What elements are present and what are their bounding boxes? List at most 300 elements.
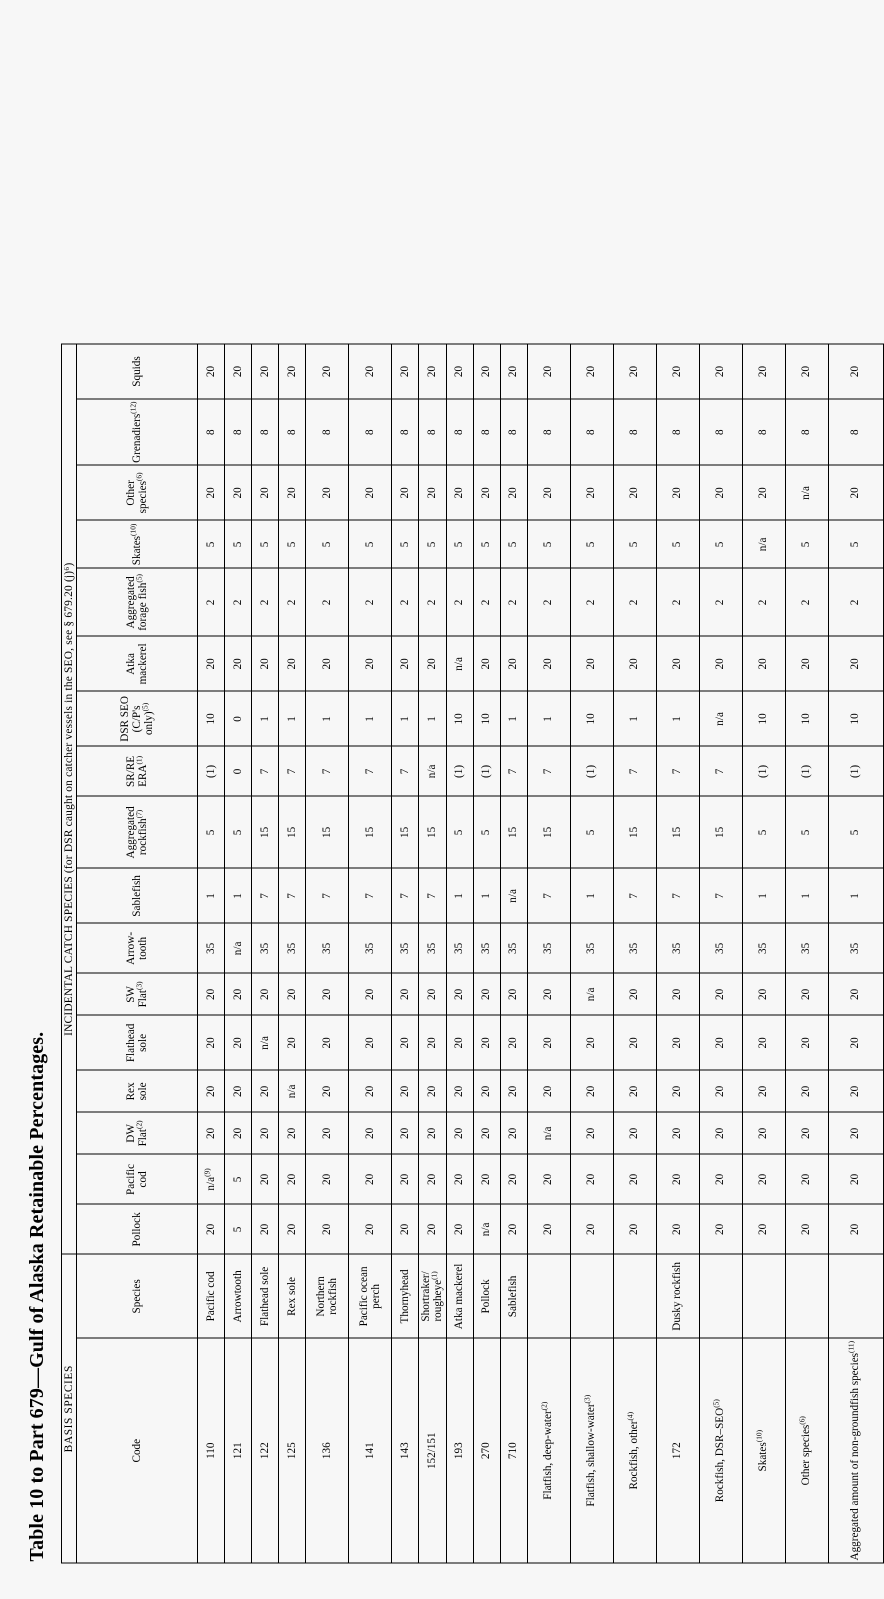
cell-aggregated_rockfish: 5: [473, 796, 500, 868]
cell-pacific_cod: 20: [699, 1154, 742, 1204]
cell-species: Atka mackerel: [446, 1254, 473, 1338]
cell-sw_flat: 20: [613, 973, 656, 1015]
cell-pollock: 5: [225, 1204, 252, 1254]
cell-rex_sole: 20: [613, 1070, 656, 1112]
cell-atka_mackerel: n/a: [446, 636, 473, 691]
cell-pollock: 20: [252, 1204, 279, 1254]
cell-pacific_cod: 20: [279, 1154, 306, 1204]
cell-dw_flat: 20: [446, 1112, 473, 1154]
footnote-marker: (4): [625, 1411, 635, 1421]
cell-sablefish: 7: [527, 868, 570, 923]
cell-arrowtooth: 35: [699, 923, 742, 973]
cell-atka_mackerel: 20: [225, 636, 252, 691]
cell-grenadiers: 8: [473, 399, 500, 465]
col-header-grenadiers: Grenadiers$^{(12)}$: [77, 399, 198, 465]
cell-pollock: 20: [446, 1204, 473, 1254]
cell-arrowtooth: 35: [446, 923, 473, 973]
cell-other_species: 20: [570, 465, 613, 520]
cell-sw_flat: 20: [279, 973, 306, 1015]
table-row: [656, 344, 699, 1563]
cell-sablefish: 7: [419, 868, 446, 923]
cell-aggregated_forage_fish: 2: [613, 568, 656, 636]
cell-squids: 20: [527, 344, 570, 399]
cell-flathead_sole: 20: [828, 1015, 883, 1070]
cell-pollock: 20: [306, 1204, 349, 1254]
cell-grenadiers: 8: [446, 399, 473, 465]
cell-squids: 20: [198, 344, 225, 399]
col-header-squids: Squids: [77, 344, 198, 399]
cell-aggregated_forage_fish: 2: [785, 568, 828, 636]
cell-sw_flat: n/a: [570, 973, 613, 1015]
cell-pacific_cod: 20: [570, 1154, 613, 1204]
cell-atka_mackerel: 20: [198, 636, 225, 691]
cell-dw_flat: 20: [828, 1112, 883, 1154]
cell-dsr_seo: 1: [656, 691, 699, 746]
cell-other_species: 20: [225, 465, 252, 520]
cell-other_species: 20: [742, 465, 785, 520]
group-incidental-catch-species: INCIDENTAL CATCH SPECIES (for DSR caught on catcher vessels in the SEO, see § 679.20 (j)⁶): [62, 344, 77, 1254]
cell-dsr_seo: 1: [252, 691, 279, 746]
cell-grenadiers: 8: [306, 399, 349, 465]
table-row: [349, 344, 392, 1563]
cell-sr_re_era: 7: [656, 746, 699, 796]
cell-sr_re_era: (1): [473, 746, 500, 796]
cell-species: Pollock: [473, 1254, 500, 1338]
cell-skates: 5: [392, 520, 419, 568]
cell-arrowtooth: 35: [656, 923, 699, 973]
cell-sw_flat: 20: [252, 973, 279, 1015]
col-header-sw-flat: SW Flat$^{(3)}$: [77, 973, 198, 1015]
cell-sr_re_era: 7: [527, 746, 570, 796]
cell-dw_flat: 20: [570, 1112, 613, 1154]
cell-aggregated_forage_fish: 2: [828, 568, 883, 636]
cell-arrowtooth: 35: [613, 923, 656, 973]
cell-sr_re_era: 7: [500, 746, 527, 796]
cell-aggregated_forage_fish: 2: [198, 568, 225, 636]
cell-aggregated_rockfish: 15: [656, 796, 699, 868]
cell-atka_mackerel: 20: [699, 636, 742, 691]
cell-rex_sole: 20: [306, 1070, 349, 1112]
cell-pollock: 20: [419, 1204, 446, 1254]
cell-pollock: 20: [570, 1204, 613, 1254]
cell-species: [699, 1254, 742, 1338]
cell-squids: 20: [392, 344, 419, 399]
cell-species: [527, 1254, 570, 1338]
cell-aggregated_forage_fish: 2: [349, 568, 392, 636]
cell-sw_flat: 20: [500, 973, 527, 1015]
cell-arrowtooth: 35: [349, 923, 392, 973]
cell-skates: 5: [500, 520, 527, 568]
cell-sablefish: 1: [198, 868, 225, 923]
cell-sablefish: 1: [225, 868, 252, 923]
cell-pollock: 20: [785, 1204, 828, 1254]
cell-atka_mackerel: 20: [828, 636, 883, 691]
cell-flathead_sole: 20: [198, 1015, 225, 1070]
cell-atka_mackerel: 20: [500, 636, 527, 691]
cell-skates: 5: [419, 520, 446, 568]
cell-pollock: 20: [392, 1204, 419, 1254]
cell-atka_mackerel: 20: [785, 636, 828, 691]
footnote-marker: (11): [846, 1340, 856, 1353]
cell-aggregated_rockfish: 5: [742, 796, 785, 868]
cell-aggregated_forage_fish: 2: [527, 568, 570, 636]
cell-code: 710: [500, 1338, 527, 1563]
table-row: [570, 344, 613, 1563]
cell-rex_sole: 20: [742, 1070, 785, 1112]
cell-pacific_cod: 20: [785, 1154, 828, 1204]
cell-grenadiers: 8: [742, 399, 785, 465]
cell-sablefish: 1: [828, 868, 883, 923]
cell-aggregated_rockfish: 15: [279, 796, 306, 868]
cell-aggregated_forage_fish: 2: [419, 568, 446, 636]
cell-grenadiers: 8: [699, 399, 742, 465]
cell-other_species: 20: [500, 465, 527, 520]
cell-dw_flat: 20: [419, 1112, 446, 1154]
cell-flathead_sole: 20: [349, 1015, 392, 1070]
cell-pacific_cod: 20: [306, 1154, 349, 1204]
cell-rex_sole: 20: [527, 1070, 570, 1112]
cell-pollock: 20: [742, 1204, 785, 1254]
cell-dsr_seo: 10: [446, 691, 473, 746]
col-header-pacific-cod: Pacific cod: [77, 1154, 198, 1204]
cell-squids: 20: [306, 344, 349, 399]
cell-sr_re_era: 7: [306, 746, 349, 796]
cell-other_species: 20: [252, 465, 279, 520]
cell-aggregated_rockfish: 5: [225, 796, 252, 868]
cell-code: Rockfish, other$^{(4)}$: [613, 1338, 656, 1563]
cell-grenadiers: 8: [279, 399, 306, 465]
cell-other_species: 20: [198, 465, 225, 520]
cell-skates: n/a: [742, 520, 785, 568]
cell-species: [828, 1254, 883, 1338]
cell-pollock: 20: [279, 1204, 306, 1254]
col-header-code: Code: [77, 1338, 198, 1563]
cell-sw_flat: 20: [446, 973, 473, 1015]
cell-sablefish: 7: [279, 868, 306, 923]
cell-flathead_sole: 20: [527, 1015, 570, 1070]
cell-other_species: 20: [446, 465, 473, 520]
cell-species: Shortraker/ rougheye$^{(1)}$: [419, 1254, 446, 1338]
cell-pollock: 20: [349, 1204, 392, 1254]
group-basis-species: BASIS SPECIES: [62, 1254, 77, 1563]
cell-dsr_seo: 1: [613, 691, 656, 746]
page-title: Table 10 to Part 679—Gulf of Alaska Retainable Percentages.: [26, 1031, 48, 1561]
cell-sw_flat: 20: [419, 973, 446, 1015]
cell-other_species: n/a: [785, 465, 828, 520]
cell-aggregated_rockfish: 5: [198, 796, 225, 868]
col-header-other-species: Other species$^{(6)}$: [77, 465, 198, 520]
col-header-sablefish: Sablefish: [77, 868, 198, 923]
cell-grenadiers: 8: [656, 399, 699, 465]
table-row: [252, 344, 279, 1563]
table-row: [392, 344, 419, 1563]
cell-sw_flat: 20: [306, 973, 349, 1015]
cell-squids: 20: [225, 344, 252, 399]
cell-aggregated_forage_fish: 2: [742, 568, 785, 636]
cell-rex_sole: 20: [225, 1070, 252, 1112]
cell-pacific_cod: 20: [392, 1154, 419, 1204]
cell-flathead_sole: 20: [392, 1015, 419, 1070]
cell-aggregated_rockfish: 5: [570, 796, 613, 868]
cell-species: Flathead sole: [252, 1254, 279, 1338]
cell-code: 193: [446, 1338, 473, 1563]
cell-species: Northern rockfish: [306, 1254, 349, 1338]
cell-code: Rockfish, DSR–SEO$^{(5)}$: [699, 1338, 742, 1563]
cell-flathead_sole: 20: [699, 1015, 742, 1070]
cell-code: 152/151: [419, 1338, 446, 1563]
cell-aggregated_rockfish: 15: [699, 796, 742, 868]
col-header-sr-re-era: SR/RE ERA$^{(1)}$: [77, 746, 198, 796]
cell-flathead_sole: 20: [473, 1015, 500, 1070]
cell-sw_flat: 20: [349, 973, 392, 1015]
cell-dsr_seo: 1: [392, 691, 419, 746]
cell-sr_re_era: 7: [392, 746, 419, 796]
cell-rex_sole: 20: [656, 1070, 699, 1112]
cell-arrowtooth: 35: [742, 923, 785, 973]
cell-dsr_seo: n/a: [699, 691, 742, 746]
table-row: [446, 344, 473, 1563]
cell-arrowtooth: 35: [392, 923, 419, 973]
cell-rex_sole: 20: [446, 1070, 473, 1112]
cell-rex_sole: 20: [473, 1070, 500, 1112]
cell-dw_flat: 20: [785, 1112, 828, 1154]
col-header-dsr-seo: DSR SEO (C/P's only)$^{(5)}$: [77, 691, 198, 746]
cell-sablefish: 1: [446, 868, 473, 923]
column-header-row: [77, 344, 198, 1563]
cell-arrowtooth: n/a: [225, 923, 252, 973]
cell-pollock: 20: [198, 1204, 225, 1254]
cell-sr_re_era: 7: [699, 746, 742, 796]
cell-atka_mackerel: 20: [613, 636, 656, 691]
cell-dw_flat: 20: [392, 1112, 419, 1154]
col-header-species: Species: [77, 1254, 198, 1338]
cell-skates: 5: [613, 520, 656, 568]
cell-species: [570, 1254, 613, 1338]
cell-grenadiers: 8: [785, 399, 828, 465]
cell-flathead_sole: 20: [613, 1015, 656, 1070]
cell-skates: 5: [198, 520, 225, 568]
cell-sw_flat: 20: [225, 973, 252, 1015]
cell-sr_re_era: (1): [446, 746, 473, 796]
cell-sr_re_era: 7: [252, 746, 279, 796]
col-header-arrowtooth: Arrow-tooth: [77, 923, 198, 973]
cell-pollock: 20: [613, 1204, 656, 1254]
cell-aggregated_forage_fish: 2: [392, 568, 419, 636]
cell-squids: 20: [279, 344, 306, 399]
cell-arrowtooth: 35: [252, 923, 279, 973]
cell-skates: 5: [656, 520, 699, 568]
cell-aggregated_forage_fish: 2: [446, 568, 473, 636]
cell-other_species: 20: [306, 465, 349, 520]
cell-species: Pacific ocean perch: [349, 1254, 392, 1338]
cell-aggregated_rockfish: 15: [349, 796, 392, 868]
cell-skates: 5: [225, 520, 252, 568]
cell-grenadiers: 8: [500, 399, 527, 465]
cell-sablefish: 7: [656, 868, 699, 923]
cell-arrowtooth: 35: [306, 923, 349, 973]
cell-grenadiers: 8: [392, 399, 419, 465]
cell-aggregated_forage_fish: 2: [699, 568, 742, 636]
cell-code: 125: [279, 1338, 306, 1563]
cell-aggregated_rockfish: 5: [785, 796, 828, 868]
cell-species: Arrowtooth: [225, 1254, 252, 1338]
cell-sablefish: 7: [699, 868, 742, 923]
table-row: [613, 344, 656, 1563]
cell-aggregated_forage_fish: 2: [656, 568, 699, 636]
cell-pollock: 20: [699, 1204, 742, 1254]
cell-atka_mackerel: 20: [279, 636, 306, 691]
cell-other_species: 20: [527, 465, 570, 520]
cell-pacific_cod: 20: [500, 1154, 527, 1204]
table-row: [527, 344, 570, 1563]
table-row: [473, 344, 500, 1563]
cell-code: 172: [656, 1338, 699, 1563]
table-row: [500, 344, 527, 1563]
cell-aggregated_forage_fish: 2: [252, 568, 279, 636]
cell-aggregated_rockfish: 5: [446, 796, 473, 868]
cell-squids: 20: [252, 344, 279, 399]
cell-pacific_cod: 20: [446, 1154, 473, 1204]
cell-dw_flat: 20: [473, 1112, 500, 1154]
cell-rex_sole: 20: [500, 1070, 527, 1112]
cell-pacific_cod: 20: [742, 1154, 785, 1204]
cell-rex_sole: 20: [392, 1070, 419, 1112]
cell-sablefish: 7: [613, 868, 656, 923]
cell-sw_flat: 20: [473, 973, 500, 1015]
cell-other_species: 20: [656, 465, 699, 520]
cell-squids: 20: [446, 344, 473, 399]
cell-sablefish: 7: [306, 868, 349, 923]
cell-rex_sole: 20: [570, 1070, 613, 1112]
cell-flathead_sole: 20: [656, 1015, 699, 1070]
cell-sw_flat: 20: [527, 973, 570, 1015]
cell-sr_re_era: (1): [742, 746, 785, 796]
cell-other_species: 20: [699, 465, 742, 520]
cell-other_species: 20: [828, 465, 883, 520]
cell-rex_sole: 20: [419, 1070, 446, 1112]
cell-flathead_sole: 20: [500, 1015, 527, 1070]
cell-dsr_seo: 1: [279, 691, 306, 746]
cell-pollock: 20: [828, 1204, 883, 1254]
cell-code: 141: [349, 1338, 392, 1563]
cell-species: Pacific cod: [198, 1254, 225, 1338]
cell-sr_re_era: 7: [279, 746, 306, 796]
cell-aggregated_forage_fish: 2: [473, 568, 500, 636]
cell-atka_mackerel: 20: [392, 636, 419, 691]
cell-aggregated_forage_fish: 2: [225, 568, 252, 636]
cell-aggregated_forage_fish: 2: [279, 568, 306, 636]
cell-skates: 5: [252, 520, 279, 568]
cell-skates: 5: [828, 520, 883, 568]
cell-skates: 5: [446, 520, 473, 568]
cell-arrowtooth: 35: [785, 923, 828, 973]
cell-skates: 5: [570, 520, 613, 568]
cell-dw_flat: 20: [699, 1112, 742, 1154]
cell-sablefish: 1: [473, 868, 500, 923]
cell-rex_sole: 20: [198, 1070, 225, 1112]
col-header-skates: Skates$^{(10)}$: [77, 520, 198, 568]
cell-pacific_cod: $n/a^{(9)}$: [198, 1154, 225, 1204]
cell-squids: 20: [699, 344, 742, 399]
cell-flathead_sole: 20: [225, 1015, 252, 1070]
cell-rex_sole: 20: [699, 1070, 742, 1112]
cell-code: 270: [473, 1338, 500, 1563]
cell-aggregated_rockfish: 15: [392, 796, 419, 868]
cell-dsr_seo: 10: [828, 691, 883, 746]
cell-pollock: 20: [527, 1204, 570, 1254]
cell-pacific_cod: 5: [225, 1154, 252, 1204]
cell-squids: 20: [349, 344, 392, 399]
cell-atka_mackerel: 20: [570, 636, 613, 691]
cell-code: 122: [252, 1338, 279, 1563]
cell-sr_re_era: 0: [225, 746, 252, 796]
cell-flathead_sole: 20: [742, 1015, 785, 1070]
cell-grenadiers: 8: [613, 399, 656, 465]
cell-arrowtooth: 35: [570, 923, 613, 973]
cell-sablefish: n/a: [500, 868, 527, 923]
cell-sr_re_era: (1): [570, 746, 613, 796]
cell-arrowtooth: 35: [419, 923, 446, 973]
cell-sw_flat: 20: [699, 973, 742, 1015]
cell-grenadiers: 8: [419, 399, 446, 465]
cell-aggregated_rockfish: 15: [419, 796, 446, 868]
cell-code: 143: [392, 1338, 419, 1563]
cell-pollock: n/a: [473, 1204, 500, 1254]
cell-code: Flatfish, shallow-water$^{(3)}$: [570, 1338, 613, 1563]
cell-pacific_cod: 20: [473, 1154, 500, 1204]
cell-aggregated_rockfish: 15: [252, 796, 279, 868]
retainable-percentages-table: [61, 343, 884, 1563]
cell-flathead_sole: 20: [306, 1015, 349, 1070]
cell-sw_flat: 20: [656, 973, 699, 1015]
cell-species: Rex sole: [279, 1254, 306, 1338]
cell-rex_sole: 20: [349, 1070, 392, 1112]
cell-dw_flat: 20: [225, 1112, 252, 1154]
cell-sr_re_era: n/a: [419, 746, 446, 796]
footnote-marker: (9): [202, 1167, 212, 1177]
col-header-aggregated-forage-fish: Aggregated forage fish$^{(5)}$: [77, 568, 198, 636]
table-body: [198, 344, 883, 1563]
cell-sw_flat: 20: [785, 973, 828, 1015]
cell-grenadiers: 8: [570, 399, 613, 465]
cell-species: Dusky rockfish: [656, 1254, 699, 1338]
cell-other_species: 20: [279, 465, 306, 520]
cell-aggregated_rockfish: 15: [527, 796, 570, 868]
cell-aggregated_forage_fish: 2: [570, 568, 613, 636]
cell-atka_mackerel: 20: [527, 636, 570, 691]
table-row: [279, 344, 306, 1563]
cell-flathead_sole: 20: [785, 1015, 828, 1070]
col-header-dw-flat: DW Flat$^{(2)}$: [77, 1112, 198, 1154]
cell-aggregated_forage_fish: 2: [306, 568, 349, 636]
cell-squids: 20: [473, 344, 500, 399]
cell-code: 110: [198, 1338, 225, 1563]
cell-sablefish: 1: [742, 868, 785, 923]
cell-other_species: 20: [613, 465, 656, 520]
cell-code: 121: [225, 1338, 252, 1563]
cell-grenadiers: 8: [252, 399, 279, 465]
cell-pollock: 20: [500, 1204, 527, 1254]
cell-sr_re_era: (1): [785, 746, 828, 796]
cell-pacific_cod: 20: [349, 1154, 392, 1204]
cell-dsr_seo: 10: [742, 691, 785, 746]
cell-pacific_cod: 20: [828, 1154, 883, 1204]
cell-dsr_seo: 10: [473, 691, 500, 746]
cell-dw_flat: 20: [198, 1112, 225, 1154]
cell-dsr_seo: 1: [349, 691, 392, 746]
cell-atka_mackerel: 20: [473, 636, 500, 691]
cell-dsr_seo: 0: [225, 691, 252, 746]
